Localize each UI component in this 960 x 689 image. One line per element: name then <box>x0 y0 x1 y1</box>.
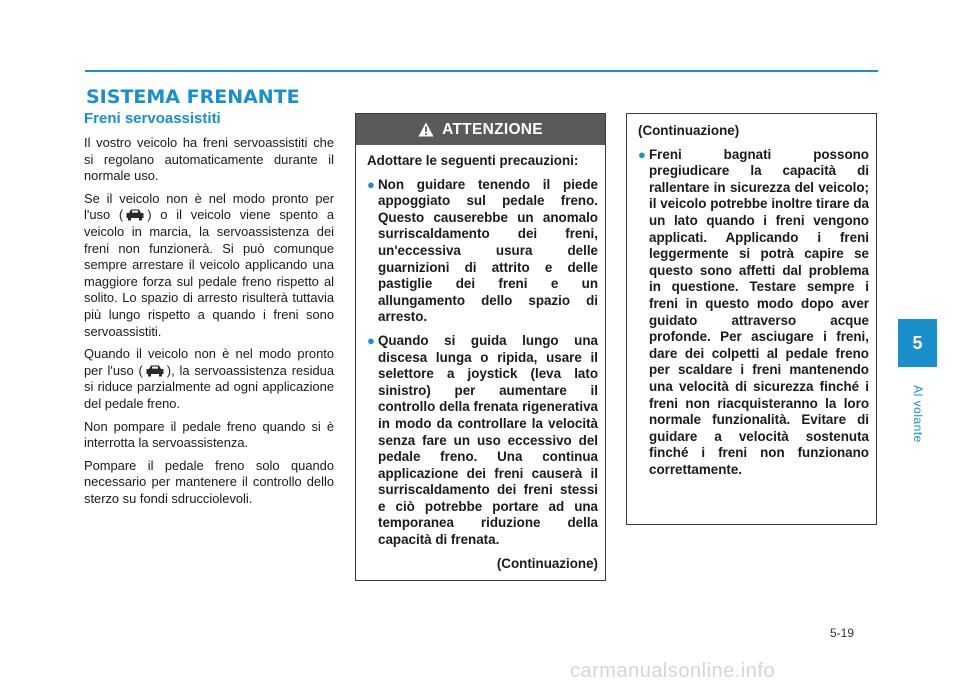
paragraph-5: Pompare il pedale freno solo quando necessario per mantenere il controllo dello sterzo su fondi sdrucciolevoli. <box>84 457 334 506</box>
paragraph-3-start: Quando il veicolo non è nel modo pronto per l'uso ( <box>84 346 334 378</box>
paragraph-3 <box>84 346 334 412</box>
warning-body <box>356 145 605 572</box>
warning-bullet-1-text: Non guidare tenendo il piede appoggiato sul pedale freno. Questo causerebbe un anomalo surriscaldamento dei freni, un'eccessiva usura delle guarnizioni di attrito e delle pastiglie dei freni e un allungamento dello spazio di arresto. <box>378 176 598 325</box>
warning-intro: Adottare le seguenti precauzioni: <box>367 153 579 168</box>
warning-header <box>356 114 605 145</box>
chapter-label <box>893 369 943 459</box>
warning-bullet-1 <box>367 177 598 326</box>
paragraph-3-end: ), la servoassistenza residua si riduce parzialmente ad ogni applicazione del pedale freno. <box>84 362 334 411</box>
warning-continuation-box <box>626 113 877 525</box>
page-subtitle: Freni servoassistiti <box>84 110 221 127</box>
warning-continued: (Continuazione) <box>496 555 598 571</box>
page-number: 5-19 <box>830 626 855 640</box>
warning-title: ATTENZIONE <box>442 120 543 138</box>
warning-continuation-heading: (Continuazione) <box>638 123 740 138</box>
bullet-dot: ● <box>367 332 375 348</box>
paragraph-1: Il vostro veicolo ha freni servoassistiti che si regolano automaticamente durante il normale uso. <box>84 135 334 184</box>
warning-bullet-2 <box>367 333 598 549</box>
section-title: SISTEMA FRENANTE <box>86 86 300 108</box>
chapter-number-tab: 5 <box>898 319 937 367</box>
warning-continuation-body <box>627 114 876 478</box>
top-rule <box>85 70 878 72</box>
chapter-label-text: Al volante <box>911 385 926 443</box>
warning-bullet-2-text: Quando si guida lungo una discesa lunga o ripida, usare il selettore a joystick (leva lato sinistro) per aumentare il controllo della frenata rigenerativa in modo da controllare la velocità senza fare un uso eccessivo del pedale freno. Una continua applicazione dei freni causerà il surriscaldamento dei freni stessi e ciò potrebbe portare ad una temporanea riduzione della capacità di frenata. <box>378 332 598 548</box>
paragraph-2 <box>84 191 334 340</box>
warning-continuation-bullet-1 <box>638 147 869 479</box>
bullet-dot: ● <box>638 146 646 162</box>
paragraph-2-end: ) o il veicolo viene spento a veicolo in marcia, la servoassistenza dei freni non funzionerà. Si può comunque sempre arrestare il veicolo applicando una maggiore forza sul pedale freno rispetto al solito. Lo spazio di arresto risulterà tuttavia più lungo rispetto a quando i freni sono servoassistiti. <box>84 207 334 339</box>
bullet-dot: ● <box>367 176 375 192</box>
paragraph-4: Non pompare il pedale freno quando si è interrotta la servoassistenza. <box>84 418 334 451</box>
warning-triangle-icon <box>418 122 434 137</box>
warning-continuation-bullet-1-text: Freni bagnati possono pregiudicare la capacità di rallentare in sicurezza del veicolo; il veicolo potrebbe inoltre tirare da un lato quando i freni vengono applicati. Applicando i freni leggermente si potrà capire se questo sono affetti dal problema in questione. Testare sempre i freni in questo modo dopo aver guidato attraverso acque profonde. Per asciugare i freni, dare dei colpetti al pedale freno per scaldare i freni mantenendo una velocità di sicurezza finché i freni non riacquisteranno la loro normale funzionalità. Evitare di guidare a velocità sostenuta finché i freni non funzionano correttamente. <box>649 146 869 477</box>
warning-box <box>355 113 606 581</box>
paragraph-2-start: Se il veicolo non è nel modo pronto per l'uso ( <box>84 190 334 223</box>
car-ready-icon <box>125 208 145 221</box>
car-ready-icon <box>145 364 165 377</box>
main-column <box>84 110 334 513</box>
watermark: carmanualsonline.info <box>570 660 776 682</box>
